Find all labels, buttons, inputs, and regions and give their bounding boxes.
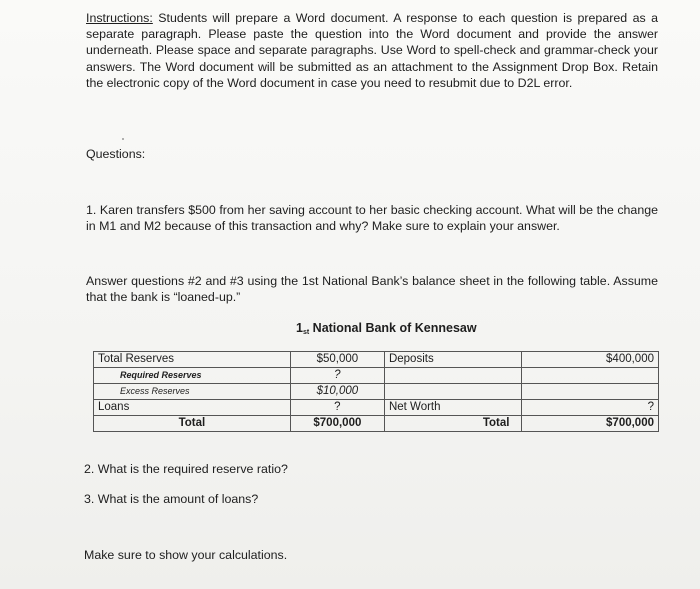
liabilities-total-label: Total [384, 416, 522, 432]
questions-heading: Questions: [86, 147, 146, 161]
table-row [94, 368, 659, 384]
stray-mark [122, 138, 124, 140]
empty-cell [522, 368, 659, 384]
instructions-text: Students will prepare a Word document. A response to each question is prepared as a separate paragraph. Please paste the question into the Word document and provide the answer underneath. Please space and separate paragraphs. Use Word to spell-check and grammar-check your answers. The Word document will be submitted as an attachment to the Assignment Drop Box. Retain the electronic copy of the Word document in case you need to resubmit due to D2L error. [86, 11, 658, 90]
question-1: 1. Karen transfers $500 from her saving account to her basic checking account. What will be the change in M1 and M2 because of this transaction and why? Make sure to explain your answer. [86, 203, 658, 234]
bank-title [296, 321, 477, 335]
bank-title-rest: National Bank of Kennesaw [309, 321, 477, 335]
total-reserves-value: $50,000 [290, 352, 384, 368]
closing-note: Make sure to show your calculations. [84, 548, 288, 562]
question-2: 2. What is the required reserve ratio? [84, 462, 288, 476]
empty-cell [384, 368, 522, 384]
deposits-label: Deposits [384, 352, 522, 368]
loans-value: ? [290, 400, 384, 416]
empty-cell [384, 384, 522, 400]
required-reserves-value: ? [290, 368, 384, 384]
instructions-label: Instructions: [86, 11, 153, 25]
question-3: 3. What is the amount of loans? [84, 492, 259, 506]
table-row [94, 416, 659, 432]
instructions-paragraph [86, 10, 658, 91]
bank-title-prefix: 1 [296, 321, 303, 335]
liabilities-total-value: $700,000 [522, 416, 659, 432]
assets-total-value: $700,000 [290, 416, 384, 432]
total-reserves-label: Total Reserves [94, 352, 291, 368]
deposits-value: $400,000 [522, 352, 659, 368]
net-worth-label: Net Worth [384, 400, 522, 416]
net-worth-value: ? [522, 400, 659, 416]
table-row [94, 352, 659, 368]
table-row [94, 384, 659, 400]
excess-reserves-label: Excess Reserves [94, 384, 291, 400]
assets-total-label: Total [94, 416, 291, 432]
required-reserves-label: Required Reserves [94, 368, 291, 384]
balance-sheet-table [93, 351, 659, 432]
excess-reserves-value: $10,000 [290, 384, 384, 400]
bank-title-superscript: st [302, 329, 310, 336]
answer-instruction: Answer questions #2 and #3 using the 1st National Bank’s balance sheet in the following table. Assume that the bank is “loaned-up.” [86, 274, 658, 305]
empty-cell [522, 384, 659, 400]
table-row [94, 400, 659, 416]
loans-label: Loans [94, 400, 291, 416]
